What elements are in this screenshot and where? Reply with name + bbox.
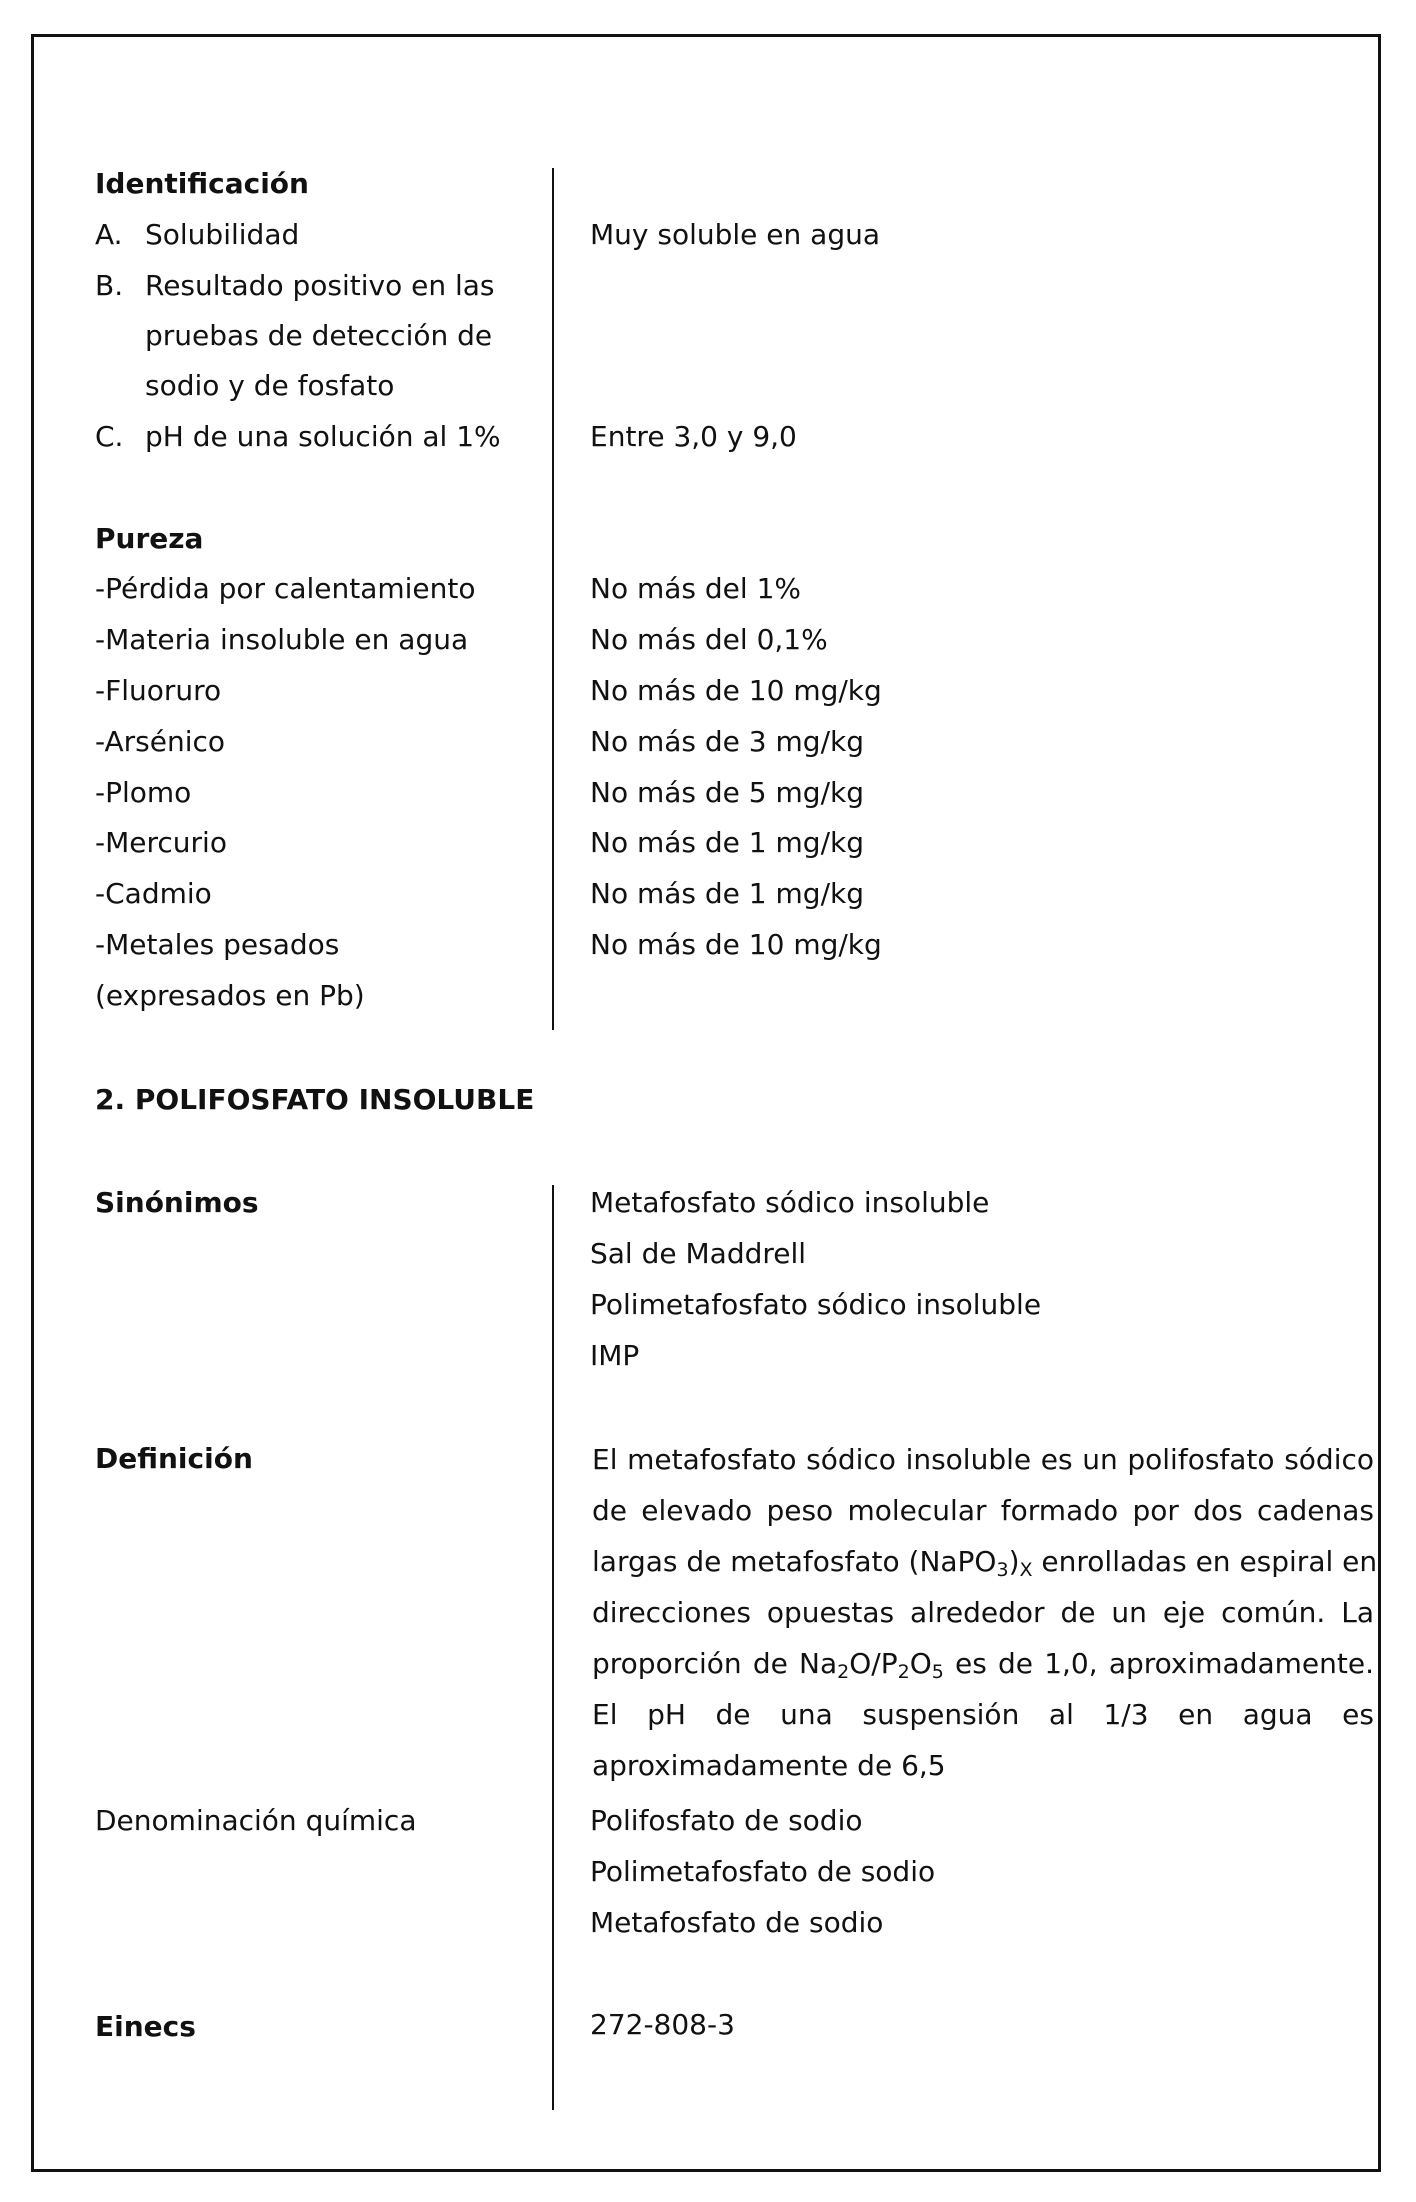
sinonimo-value: Polimetafosfato sódico insoluble: [590, 1288, 1042, 1321]
pureza-label: -Mercurio: [95, 826, 227, 859]
ident-item-b-label-line3: sodio y de fosfato: [145, 369, 395, 402]
pureza-value: No más de 1 mg/kg: [590, 877, 864, 910]
ident-item-a-value: Muy soluble en agua: [590, 218, 881, 251]
denominacion-value: Metafosfato de sodio: [590, 1906, 884, 1939]
item-text: Solubilidad: [145, 218, 300, 251]
pureza-value: No más de 10 mg/kg: [590, 674, 882, 707]
ident-item-b-label-line2: pruebas de detección de: [145, 319, 493, 352]
definicion-line: El pH de una suspensión al 1/3 en agua es: [592, 1698, 1374, 1731]
definicion-line: largas de metafosfato $(NaPO_3)_X$ enrolladas en espiral en: [592, 1545, 1378, 1581]
definicion-line: El metafosfato sódico insoluble es un polifosfato sódico: [592, 1443, 1374, 1476]
column-divider-bottom: [552, 1185, 554, 2110]
definicion-line: proporción de $Na_2O/P_2O_5$ es de 1,0, aproximadamente.: [592, 1647, 1374, 1683]
pureza-value: No más de 3 mg/kg: [590, 725, 864, 758]
denominacion-value: Polimetafosfato de sodio: [590, 1855, 936, 1888]
column-divider-top: [552, 168, 554, 1030]
pureza-label: -Plomo: [95, 776, 192, 809]
denominacion-heading: Denominación química: [95, 1804, 417, 1837]
ident-item-c-value: Entre 3,0 y 9,0: [590, 420, 797, 453]
pureza-value: No más de 1 mg/kg: [590, 826, 864, 859]
sinonimo-value: Metafosfato sódico insoluble: [590, 1186, 990, 1219]
pureza-value: No más de 10 mg/kg: [590, 928, 882, 961]
denominacion-value: Polifosfato de sodio: [590, 1804, 863, 1837]
section-title: 2. POLIFOSFATO INSOLUBLE: [95, 1083, 535, 1116]
definicion-heading: Definición: [95, 1442, 253, 1475]
sinonimos-heading: Sinónimos: [95, 1186, 259, 1219]
item-text: pH de una solución al 1%: [145, 420, 501, 453]
pureza-heading: Pureza: [95, 522, 204, 555]
item-tag: A.: [95, 218, 123, 251]
pureza-label: -Cadmio: [95, 877, 212, 910]
pureza-value: No más del 1%: [590, 572, 801, 605]
einecs-heading: Einecs: [95, 2010, 196, 2043]
definicion-line: direcciones opuestas alrededor de un eje común. La: [592, 1596, 1374, 1629]
pureza-value: No más de 5 mg/kg: [590, 776, 864, 809]
pureza-label: -Pérdida por calentamiento: [95, 572, 476, 605]
definicion-text: [592, 1434, 1378, 1791]
sinonimo-value: IMP: [590, 1339, 640, 1372]
ident-item-c-label: [95, 420, 501, 454]
pureza-value: No más del 0,1%: [590, 623, 828, 656]
pureza-label: (expresados en Pb): [95, 979, 365, 1012]
pureza-label: -Arsénico: [95, 725, 226, 758]
item-tag: B.: [95, 269, 124, 302]
item-text: Resultado positivo en las: [145, 269, 495, 302]
pureza-label: -Materia insoluble en agua: [95, 623, 469, 656]
ident-item-b-label: [95, 269, 495, 303]
einecs-value: 272-808-3: [590, 2008, 735, 2041]
definicion-line: aproximadamente de 6,5: [592, 1749, 946, 1782]
ident-item-a-label: [95, 218, 299, 252]
pureza-label: -Metales pesados: [95, 928, 340, 961]
item-tag: C.: [95, 420, 124, 453]
sinonimo-value: Sal de Maddrell: [590, 1237, 807, 1270]
definicion-line: de elevado peso molecular formado por dos cadenas: [592, 1494, 1374, 1527]
identificacion-heading: Identificación: [95, 167, 309, 200]
pureza-label: -Fluoruro: [95, 674, 222, 707]
